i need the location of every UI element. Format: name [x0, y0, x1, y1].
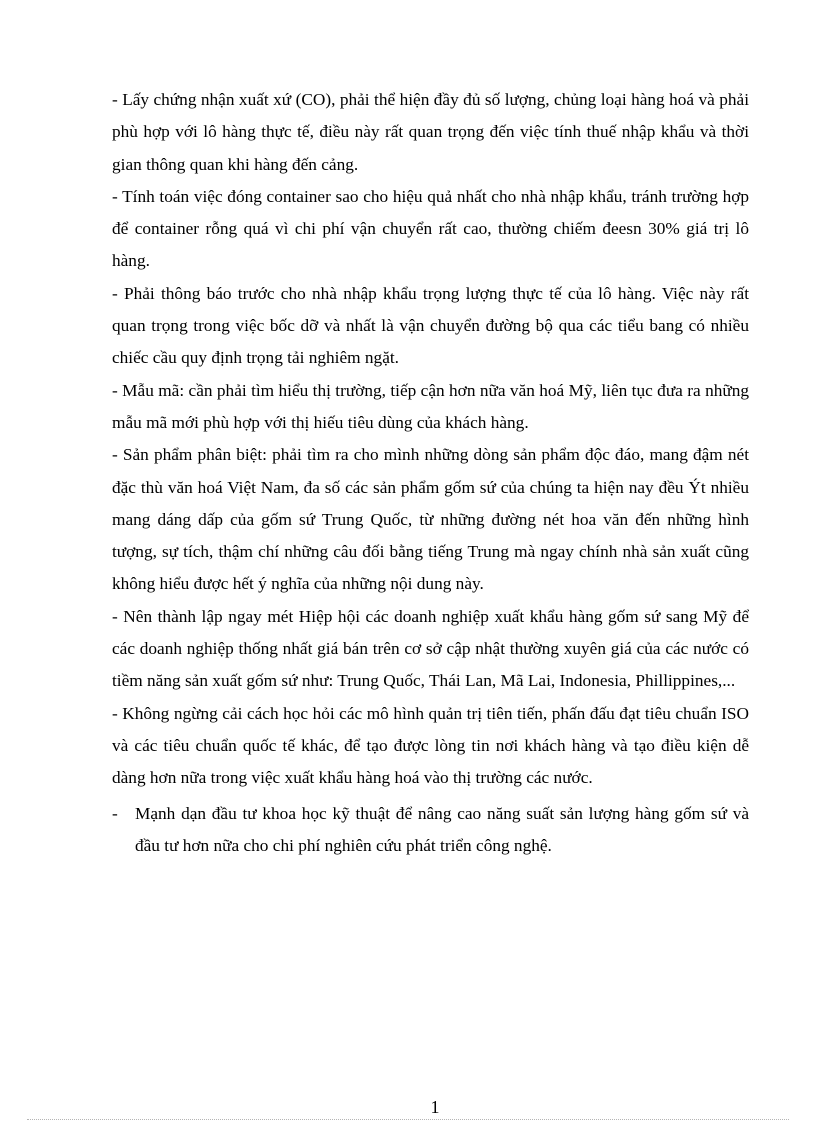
- document-body: [112, 84, 749, 862]
- footer-divider: [27, 1119, 789, 1120]
- paragraph-differentiated-products: - Sản phẩm phân biệt: phải tìm ra cho mình những dòng sản phẩm độc đáo, mang đậm nét đặc thù văn hoá Việt Nam, đa số các sản phẩm gốm sứ của chúng ta hiện nay đều Ýt nhiều mang dáng dấp của gốm sứ Trung Quốc, từ những đường nét hoa văn đến những hình tượng, sự tích, thậm chí những câu đối bằng tiếng Trung mà ngay chính nhà sản xuất cũng không hiểu được hết ý nghĩa của những nội dung này.: [112, 445, 749, 594]
- paragraph-technology-text: Mạnh dạn đầu tư khoa học kỹ thuật để nâng cao năng suất sản lượng hàng gốm sứ và đầu tư hơn nữa cho chi phí nghiên cứu phát triển công nghệ.: [135, 803, 749, 855]
- paragraph-technology-investment: [112, 798, 749, 863]
- page-number: 1: [430, 1097, 440, 1117]
- paragraph-management-reform: - Không ngừng cải cách học hỏi các mô hình quản trị tiên tiến, phấn đấu đạt tiêu chuẩn ISO và các tiêu chuẩn quốc tế khác, để tạo được lòng tin nơi khách hàng và tạo điều kiện dễ dàng hơn nữa trong việc xuất khẩu hàng hoá vào thị trường các nước.: [112, 703, 749, 788]
- list-dash: -: [112, 803, 118, 823]
- paragraph-container-packing: - Tính toán việc đóng container sao cho hiệu quả nhất cho nhà nhập khẩu, tránh trường hợp để container rỗng quá vì chi phí vận chuyển rất cao, thường chiếm đeesn 30% giá trị lô hàng.: [112, 186, 749, 271]
- paragraph-co-certificate: - Lấy chứng nhận xuất xứ (CO), phải thể hiện đầy đủ số lượng, chủng loại hàng hoá và phải phù hợp với lô hàng thực tế, điều này rất quan trọng đến việc tính thuế nhập khẩu và thời gian thông quan khi hàng đến cảng.: [112, 90, 749, 174]
- paragraph-design: - Mẫu mã: cần phải tìm hiểu thị trường, tiếp cận hơn nữa văn hoá Mỹ, liên tục đưa ra những mẫu mã mới phù hợp với thị hiếu tiêu dùng của khách hàng.: [112, 380, 749, 432]
- paragraph-association: - Nên thành lập ngay mét Hiệp hội các doanh nghiệp xuất khẩu hàng gốm sứ sang Mỹ để các doanh nghiệp thống nhất giá bán trên cơ sở cập nhật thường xuyên giá của các nước có tiềm năng sản xuất gốm sứ như: Trung Quốc, Thái Lan, Mã Lai, Indonesia, Phillippines,...: [112, 606, 749, 691]
- paragraph-weight-notice: - Phải thông báo trước cho nhà nhập khẩu trọng lượng thực tế của lô hàng. Việc này rất quan trọng trong việc bốc dỡ và nhất là vận chuyển đường bộ qua các tiểu bang có nhiều chiếc cầu quy định trọng tải nghiêm ngặt.: [112, 283, 749, 368]
